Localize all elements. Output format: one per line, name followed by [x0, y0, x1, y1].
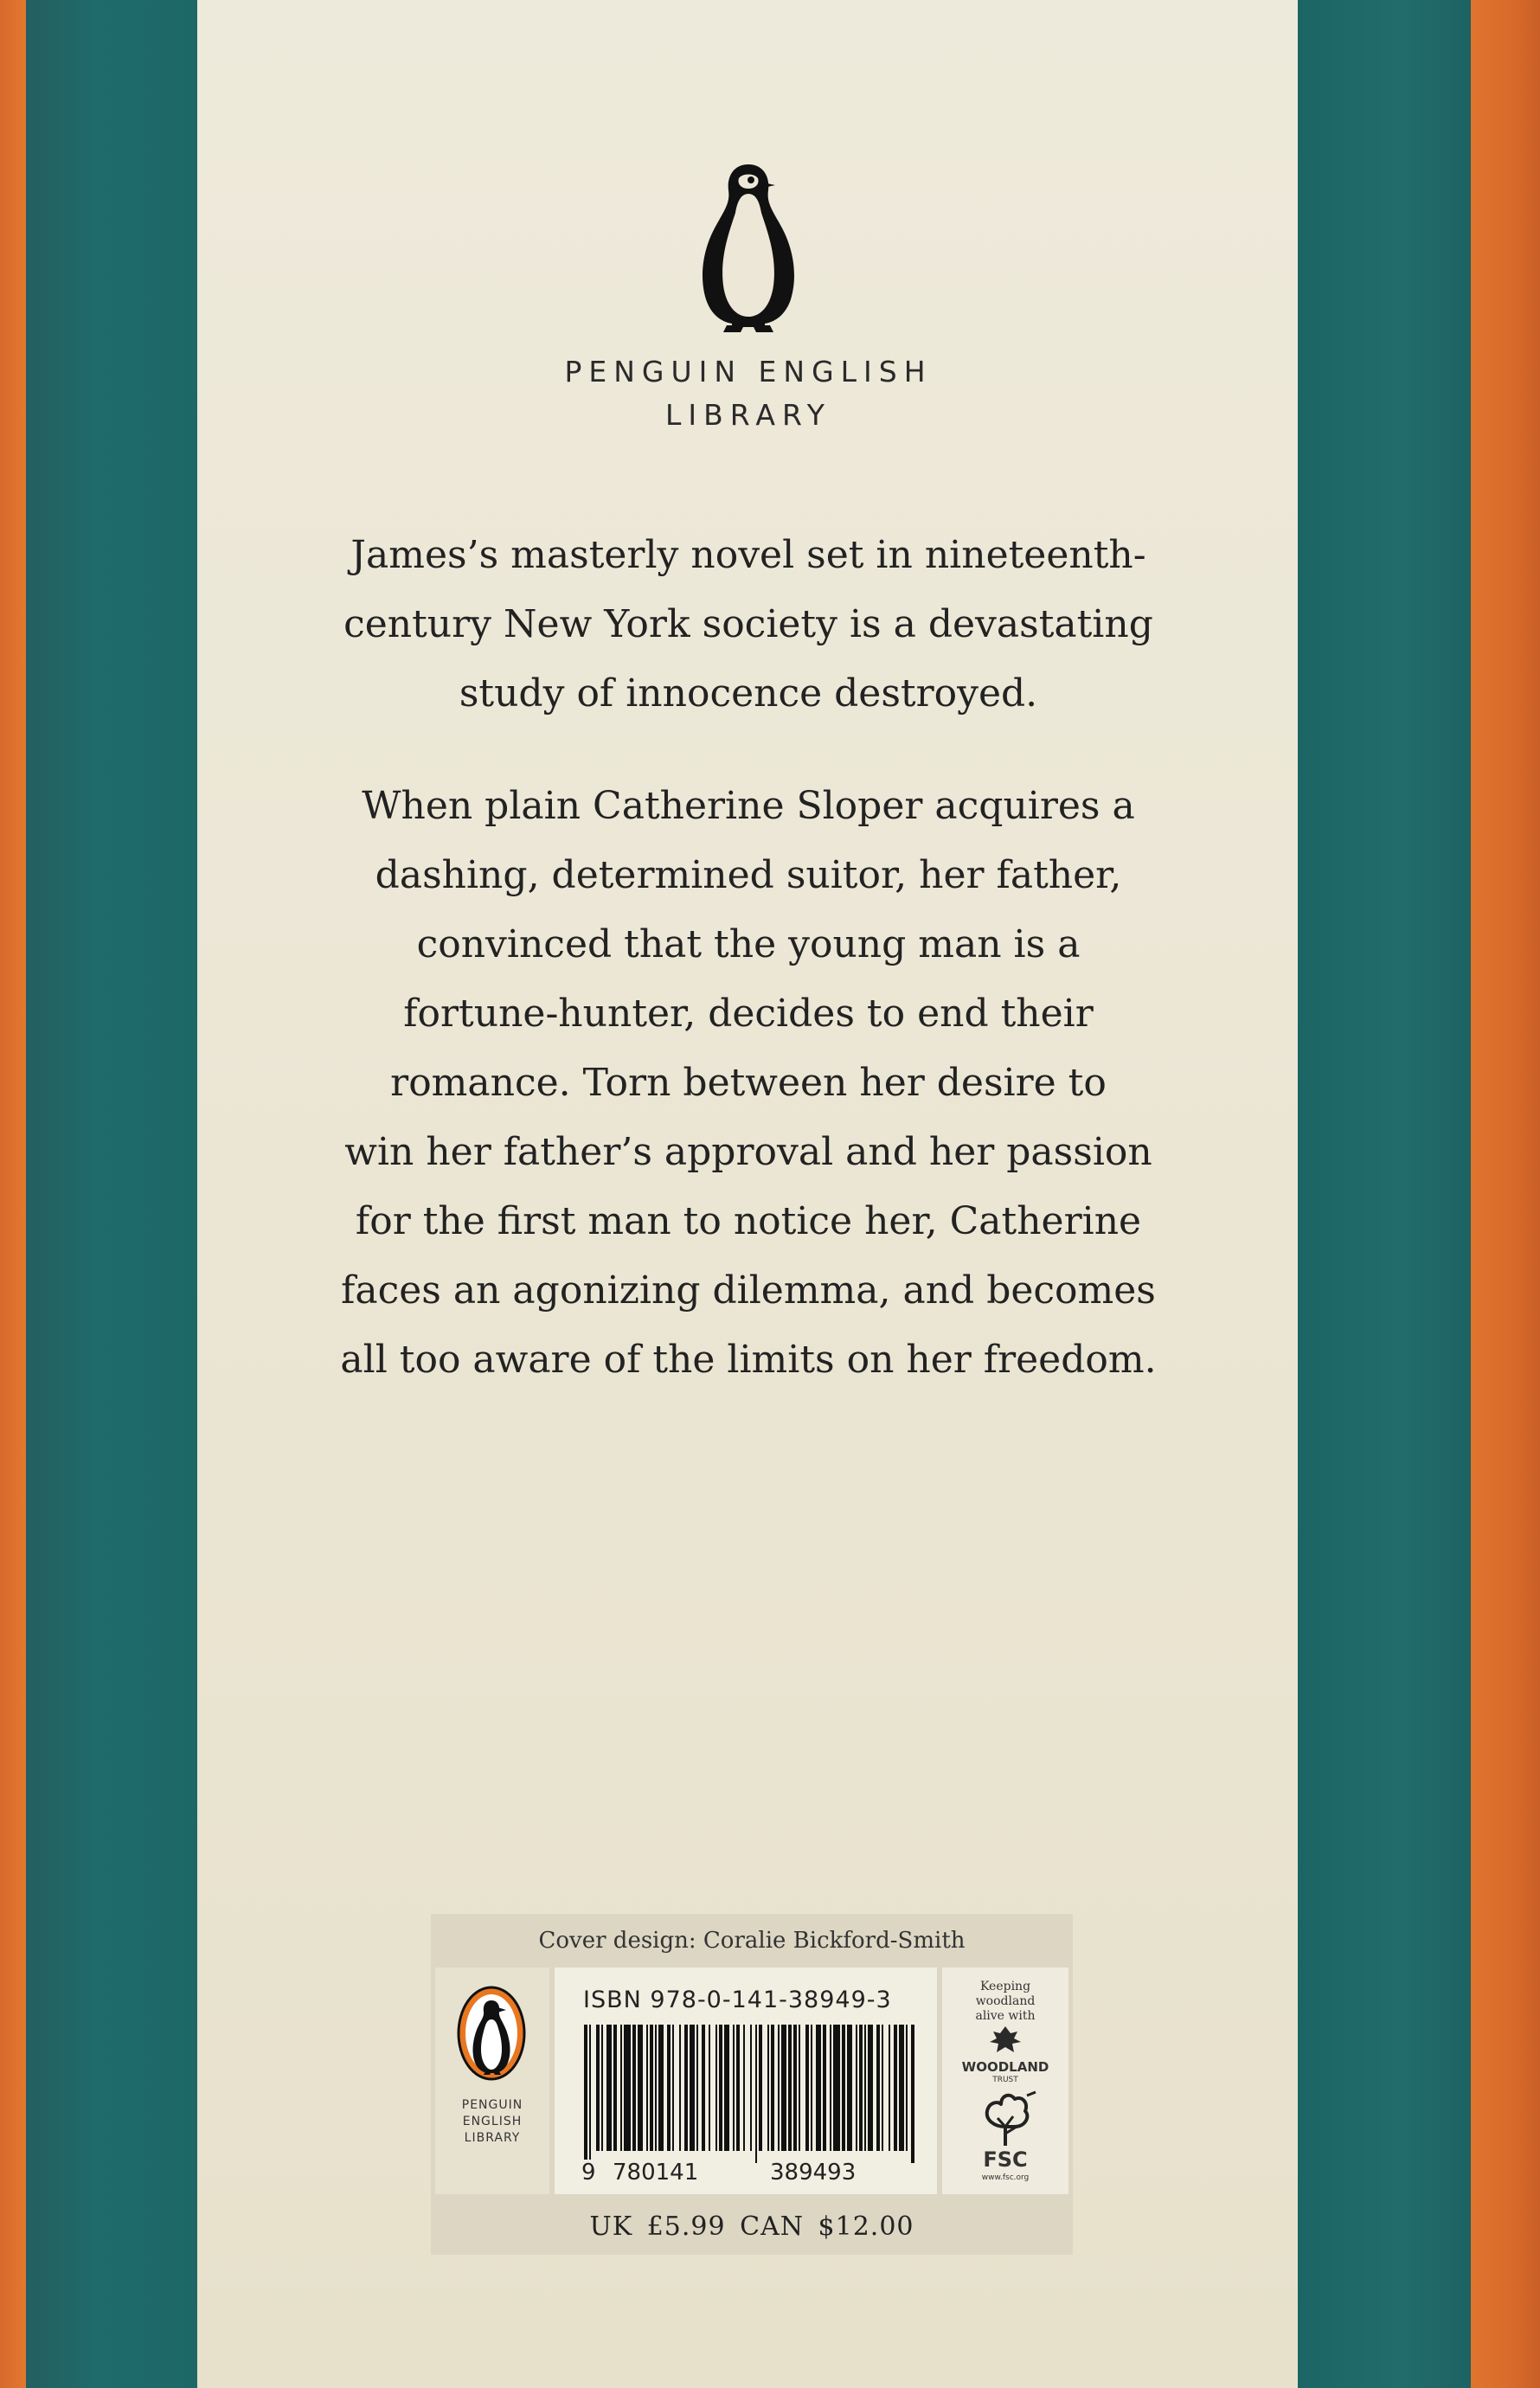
- left-orange-edge: [0, 0, 26, 2388]
- trust-label: TRUST: [992, 2076, 1018, 2084]
- isbn-cell: [555, 1968, 937, 2194]
- barcode-bar: [816, 2025, 821, 2151]
- blurb-paragraph-2: [286, 772, 1211, 1395]
- barcode-bar: [684, 2025, 688, 2151]
- blurb-line: fortune-hunter, decides to end their: [403, 992, 1094, 1036]
- barcode-bar: [584, 2025, 587, 2163]
- publisher-logo-cell: [435, 1968, 549, 2194]
- barcode-digit-lead: 9: [578, 2160, 600, 2186]
- barcode-bar: [856, 2025, 857, 2151]
- barcode-bar: [799, 2025, 800, 2151]
- barcode-bar: [833, 2025, 840, 2151]
- barcode-bar: [899, 2025, 904, 2151]
- logo-text-line: PENGUIN: [461, 2098, 523, 2112]
- barcode-bar: [823, 2025, 826, 2151]
- blurb-line: century New York society is a devastating: [343, 602, 1153, 646]
- barcode-bar: [606, 2025, 612, 2151]
- barcode-bar: [750, 2025, 752, 2151]
- blurb-line: dashing, determined suitor, her father,: [375, 853, 1122, 897]
- barcode-bar: [868, 2025, 873, 2151]
- blurb-line: study of innocence destroyed.: [459, 671, 1038, 716]
- fsc-label: FSC: [983, 2147, 1028, 2172]
- woodland-label: WOODLAND: [961, 2059, 1049, 2075]
- woodland-tagline: [942, 1980, 1068, 2024]
- barcode-bar: [788, 2025, 792, 2151]
- woodland-tagline-line: alive with: [975, 2009, 1036, 2023]
- barcode-bar: [632, 2025, 636, 2151]
- barcode-bar: [911, 2025, 914, 2163]
- blurb-line: When plain Catherine Sloper acquires a: [362, 784, 1135, 828]
- barcode-bar: [859, 2025, 863, 2151]
- barcode-bar: [620, 2025, 622, 2151]
- barcode-bar: [719, 2025, 722, 2151]
- barcode-bar: [667, 2025, 671, 2151]
- barcode-digit-group-1: 780141: [609, 2160, 702, 2186]
- woodland-tagline-line: woodland: [975, 1994, 1036, 2008]
- left-teal-border: [26, 0, 197, 2388]
- imprint-name: [433, 350, 1064, 437]
- blurb-line: James’s masterly novel set in nineteenth-: [350, 533, 1146, 577]
- barcode-bar: [767, 2025, 769, 2151]
- barcode-bar: [601, 2025, 603, 2151]
- barcode-bar: [596, 2025, 600, 2151]
- barcode-bar: [646, 2025, 648, 2151]
- barcode-bar: [650, 2025, 653, 2151]
- barcode-bar: [842, 2025, 845, 2151]
- barcode-bar: [864, 2025, 866, 2151]
- barcode-bar: [771, 2025, 774, 2151]
- barcode-bar: [613, 2025, 617, 2151]
- imprint-line-2: LIBRARY: [665, 398, 831, 432]
- barcode-bar: [709, 2025, 710, 2151]
- barcode-bar: [672, 2025, 674, 2151]
- barcode-bar: [778, 2025, 780, 2151]
- barcode-bar: [733, 2025, 735, 2151]
- fsc-url: www.fsc.org: [981, 2173, 1030, 2182]
- blurb-line: for the first man to notice her, Catherine: [355, 1199, 1142, 1243]
- eco-certification-cell: [942, 1968, 1068, 2194]
- barcode-bar: [743, 2025, 745, 2151]
- blurb-line: all too aware of the limits on her freedom.: [340, 1338, 1157, 1382]
- barcode-bar: [655, 2025, 657, 2151]
- barcode-bar: [894, 2025, 897, 2151]
- barcode-bar: [702, 2025, 705, 2151]
- barcode-bar: [793, 2025, 797, 2151]
- logo-text-line: ENGLISH: [462, 2115, 523, 2128]
- barcode-bar: [690, 2025, 695, 2151]
- barcode-digit-group-2: 389493: [767, 2160, 859, 2186]
- barcode-bar: [679, 2025, 681, 2151]
- barcode-bar: [811, 2025, 812, 2151]
- imprint-line-1: PENGUIN ENGLISH: [564, 355, 933, 388]
- right-teal-border: [1298, 0, 1471, 2388]
- right-orange-edge: [1471, 0, 1540, 2388]
- barcode-bar: [638, 2025, 643, 2151]
- barcode-bar: [906, 2025, 908, 2151]
- penguin-logo-icon: [683, 156, 813, 337]
- cover-design-credit: Cover design: Coralie Bickford-Smith: [538, 1928, 966, 1954]
- barcode-icon: [581, 2025, 920, 2163]
- blurb-paragraph-1: [286, 521, 1211, 729]
- woodland-trust-icon: [988, 2025, 1023, 2056]
- barcode-bar: [876, 2025, 880, 2151]
- barcode-bar: [755, 2025, 757, 2163]
- fsc-tree-icon: [968, 2089, 1043, 2149]
- isbn-number: ISBN 978-0-141-38949-3: [583, 1987, 892, 2013]
- logo-text-line: LIBRARY: [464, 2131, 521, 2145]
- barcode-bar: [736, 2025, 740, 2151]
- price-label: UK £5.99 CAN $12.00: [589, 2211, 914, 2242]
- penguin-oval-logo-icon: [456, 1985, 527, 2082]
- barcode-bar: [696, 2025, 698, 2151]
- blurb-line: convinced that the young man is a: [416, 922, 1081, 966]
- barcode-bar: [715, 2025, 717, 2151]
- barcode-bar: [624, 2025, 631, 2151]
- blurb-line: romance. Torn between her desire to: [390, 1061, 1107, 1105]
- blurb-line: win her father’s approval and her passion: [344, 1130, 1152, 1174]
- barcode-bar: [847, 2025, 852, 2151]
- barcode-bar: [889, 2025, 890, 2151]
- barcode-bar: [882, 2025, 883, 2151]
- barcode-bar: [830, 2025, 831, 2151]
- barcode-bar: [658, 2025, 664, 2151]
- barcode-bar: [589, 2025, 591, 2163]
- logo-imprint-text: [435, 2097, 549, 2147]
- barcode-bar: [724, 2025, 729, 2151]
- woodland-tagline-line: Keeping: [979, 1980, 1031, 1993]
- barcode-panel: [431, 1914, 1073, 2255]
- barcode-bar: [759, 2025, 762, 2151]
- barcode-bar: [781, 2025, 786, 2151]
- barcode-bar: [805, 2025, 809, 2151]
- blurb-line: faces an agonizing dilemma, and becomes: [341, 1268, 1156, 1313]
